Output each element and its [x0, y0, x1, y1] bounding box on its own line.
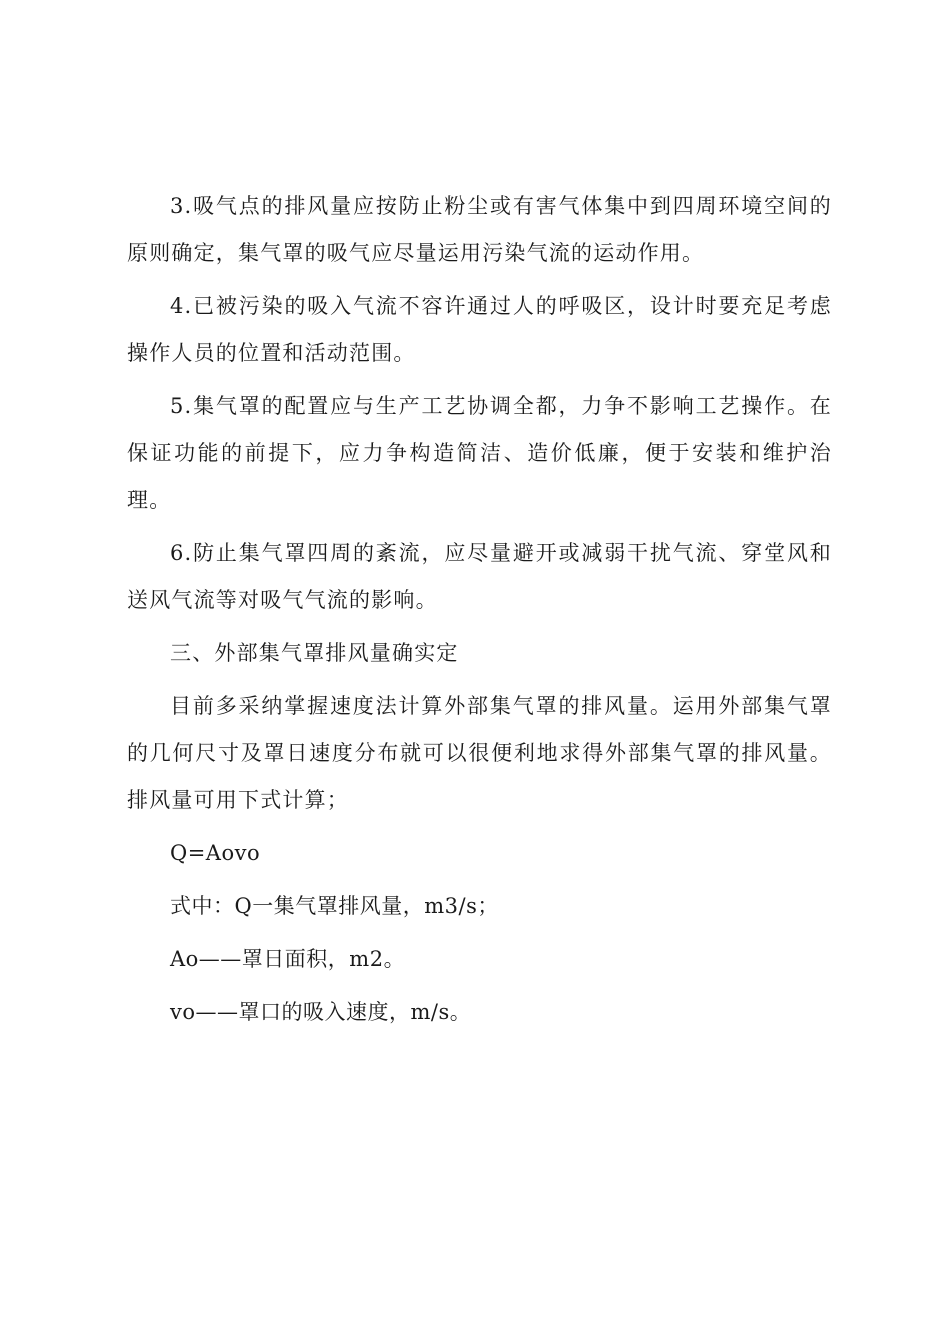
- paragraph-method: 目前多采纳掌握速度法计算外部集气罩的排风量。运用外部集气罩的几何尺寸及罩日速度分布就可以很便利地求得外部集气罩的排风量。排风量可用下式计算；: [127, 694, 832, 812]
- definition-vo: vo——罩口的吸入速度，m/s。: [170, 1000, 472, 1024]
- definition-ao: Ao——罩日面积，m2。: [170, 947, 406, 971]
- paragraph-item-6: 6.防止集气罩四周的紊流，应尽量避开或减弱干扰气流、穿堂风和送风气流等对吸气气流的影响。: [127, 541, 832, 612]
- paragraph-item-4: 4.已被污染的吸入气流不容许通过人的呼吸区，设计时要充足考虑操作人员的位置和活动范围。: [127, 294, 832, 365]
- section-heading: 三、外部集气罩排风量确实定: [170, 641, 459, 665]
- paragraph-item-5: 5.集气罩的配置应与生产工艺协调全都，力争不影响工艺操作。在保证功能的前提下，应力争构造简洁、造价低廉，便于安装和维护治理。: [127, 394, 832, 512]
- paragraph-item-3: 3.吸气点的排风量应按防止粉尘或有害气体集中到四周环境空间的原则确定，集气罩的吸气应尽量运用污染气流的运动作用。: [127, 194, 832, 265]
- document-body: [127, 183, 832, 1042]
- definition-q: 式中：Q一集气罩排风量，m3/s；: [170, 894, 499, 918]
- formula: Q=Aovo: [170, 841, 261, 865]
